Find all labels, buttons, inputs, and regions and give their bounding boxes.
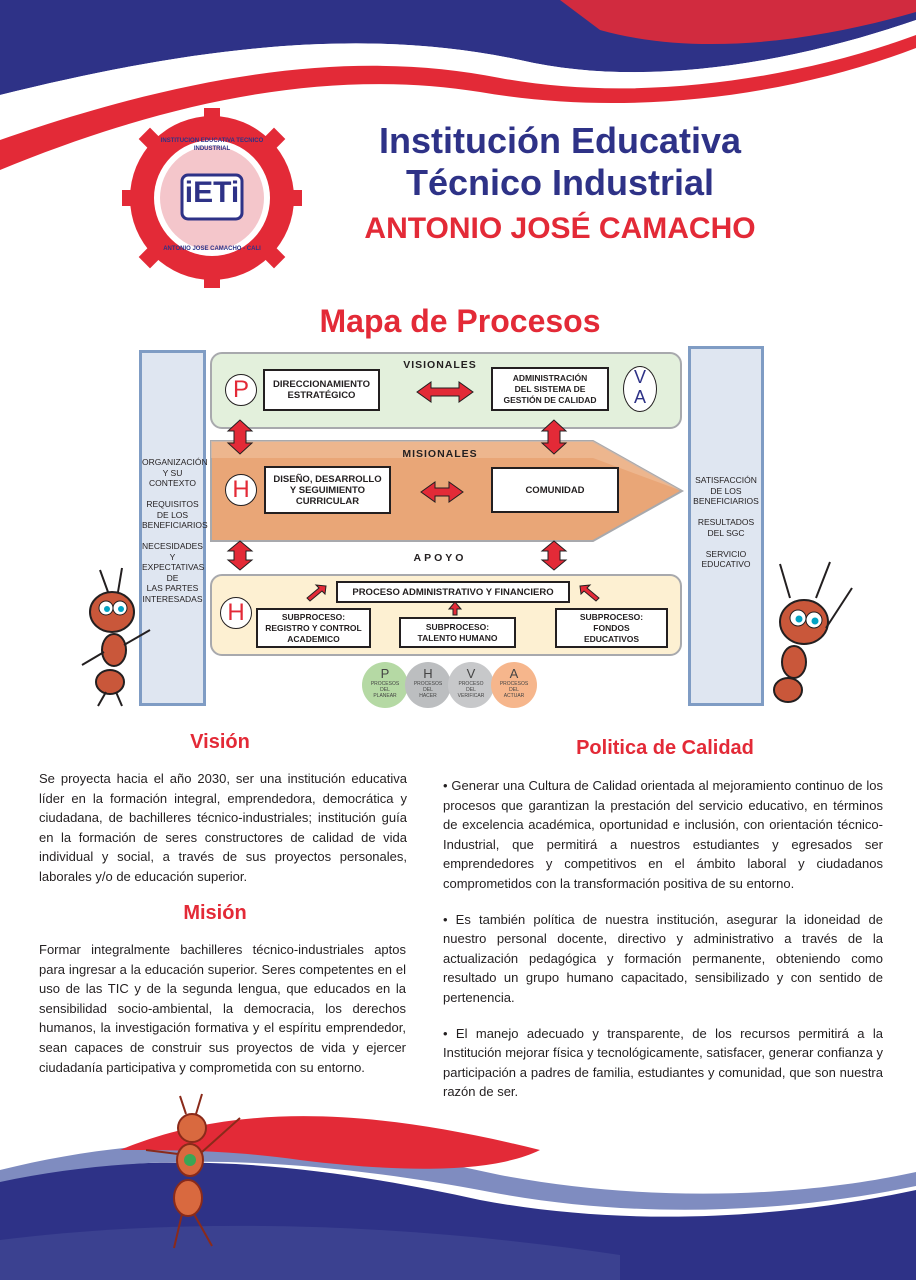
visionales-letter: P bbox=[225, 374, 257, 406]
institution-title-line1: Institución Educativa bbox=[378, 120, 742, 161]
apoyo-letter: H bbox=[220, 597, 252, 629]
misionales-letter: H bbox=[225, 474, 257, 506]
logo-ring-text-top: INSTITUCION EDUCATIVA TECNICO INDUSTRIAL bbox=[160, 138, 264, 152]
outputs-text: SATISFACCIÓN DE LOS BENEFICIARIOS RESULTADOS DEL SGC SERVICIO EDUCATIVO bbox=[693, 475, 759, 569]
mision-text: Formar integralmente bachilleres técnico-industriales aptos para ingresar a la educación superior. Seres competentes en el uso de las TIC y de la segunda lengua, que educados en la sensibilidad socio-ambiental, la democracia, los derechos humanos, la investigación formativa y el espíritu emprendedor, sean capaces de construir sus proyectos de vida y ejercer ciudadanía participativa y comprometida con su entorno. bbox=[39, 942, 406, 1075]
institution-name: ANTONIO JOSÉ CAMACHO bbox=[364, 212, 756, 245]
mision-title: Misión bbox=[183, 902, 247, 924]
box-diseno-curricular: DISEÑO, DESARROLLO Y SEGUIMIENTO CURRICULAR bbox=[264, 466, 391, 514]
institution-title-line2: Técnico Industrial bbox=[405, 162, 715, 203]
cycle-hacer-caption: PROCESOS DEL HACER bbox=[413, 681, 443, 699]
cycle-verificar-letter: V bbox=[466, 666, 476, 681]
box-subproceso-registro: SUBPROCESO: REGISTRO Y CONTROL ACADEMICO bbox=[256, 608, 371, 648]
politica-item-3: • El manejo adecuado y transparente, de los recursos permitirá a la Institución mejorar física y tecnológicamente, satisfacer, generar confianza y participación a padres de familia, estudiantes y comunidad, que son nuestra razón de ser. bbox=[443, 1025, 883, 1100]
box-proceso-administrativo: PROCESO ADMINISTRATIVO Y FINANCIERO bbox=[336, 581, 570, 603]
institution-title bbox=[300, 120, 820, 204]
misionales-label: MISIONALES bbox=[402, 448, 478, 460]
cycle-planear bbox=[362, 662, 408, 708]
box-direccionamiento: DIRECCIONAMIENTO ESTRATÉGICO bbox=[263, 369, 380, 411]
ant-mascot-left-icon bbox=[70, 560, 160, 710]
box-subproceso-talento: SUBPROCESO: TALENTO HUMANO bbox=[399, 617, 516, 648]
box-subproceso-fondos: SUBPROCESO: FONDOS EDUCATIVOS bbox=[555, 608, 668, 648]
visionales-label: VISIONALES bbox=[403, 359, 477, 371]
va-letter-v: V bbox=[633, 367, 646, 387]
cycle-planear-caption: PROCESOS DEL PLANEAR bbox=[370, 681, 400, 699]
vision-text: Se proyecta hacia el año 2030, ser una institución educativa líder en la formación integral, emprendedora, democrática y ciudadana, de bachilleres técnico-industriales; institución guía en la formación de seres constructores de calidad de vida individual y social, a través de sus proyectos personales, laborales y/o de educación superior. bbox=[39, 771, 407, 884]
va-letter-a: A bbox=[633, 387, 646, 407]
politica-item-1: • Generar una Cultura de Calidad orientada al mejoramiento continuo de los procesos que garantizan la prestación del servicio educativo, en términos de excelencia académica, oportunidad e inclusión, con orientación técnico- Industrial, que permitirá a nuestros estudiantes y egresados ser emprendedores y competitivos en el ámbito laboral y ciudadanos comprometidos con la transformación positiva de su entorno. bbox=[443, 778, 883, 891]
cycle-hacer bbox=[405, 662, 451, 708]
ant-mascot-right-icon bbox=[760, 558, 860, 708]
cycle-actuar-caption: PROCESOS DEL ACTUAR bbox=[499, 681, 529, 699]
politica-item-2: • Es también política de nuestra institución, asegurar la idoneidad de nuestro personal docente, directivo y administrativo a través de la actualización pedagógica y formación permanente, obteniendo como resultado un grupo humano capacitado, sensibilizado y con sentido de pertenencia. bbox=[443, 911, 883, 1005]
politica-list bbox=[443, 776, 883, 1118]
logo-ring-text-bottom: ANTONIO JOSE CAMACHO - CALI bbox=[163, 246, 261, 252]
logo-monogram: iETi bbox=[184, 176, 240, 209]
inputs-text: ORGANIZACIÓN Y SU CONTEXTO REQUISITOS DE LOS BENEFICIARIOS NECESIDADES Y EXPECTATIVAS DE LAS PARTES INTERESADAS bbox=[142, 457, 208, 604]
vision-title: Visión bbox=[190, 731, 250, 753]
cycle-planear-letter: P bbox=[380, 666, 390, 681]
box-comunidad: COMUNIDAD bbox=[491, 467, 619, 513]
outputs-sidebar bbox=[688, 346, 764, 706]
cycle-verificar-caption: PROCESO DEL VERIFICAR bbox=[457, 681, 485, 699]
cycle-hacer-letter: H bbox=[423, 666, 433, 681]
box-administracion-sgc: ADMINISTRACIÓN DEL SISTEMA DE GESTIÓN DE CALIDAD bbox=[491, 367, 609, 411]
politica-title: Politica de Calidad bbox=[576, 737, 754, 759]
cycle-verificar bbox=[448, 662, 494, 708]
ant-mascot-bottom-icon bbox=[140, 1088, 250, 1258]
cycle-actuar bbox=[491, 662, 537, 708]
cycle-actuar-letter: A bbox=[509, 666, 519, 681]
map-title: Mapa de Procesos bbox=[319, 303, 601, 339]
apoyo-label: APOYO bbox=[413, 552, 467, 564]
